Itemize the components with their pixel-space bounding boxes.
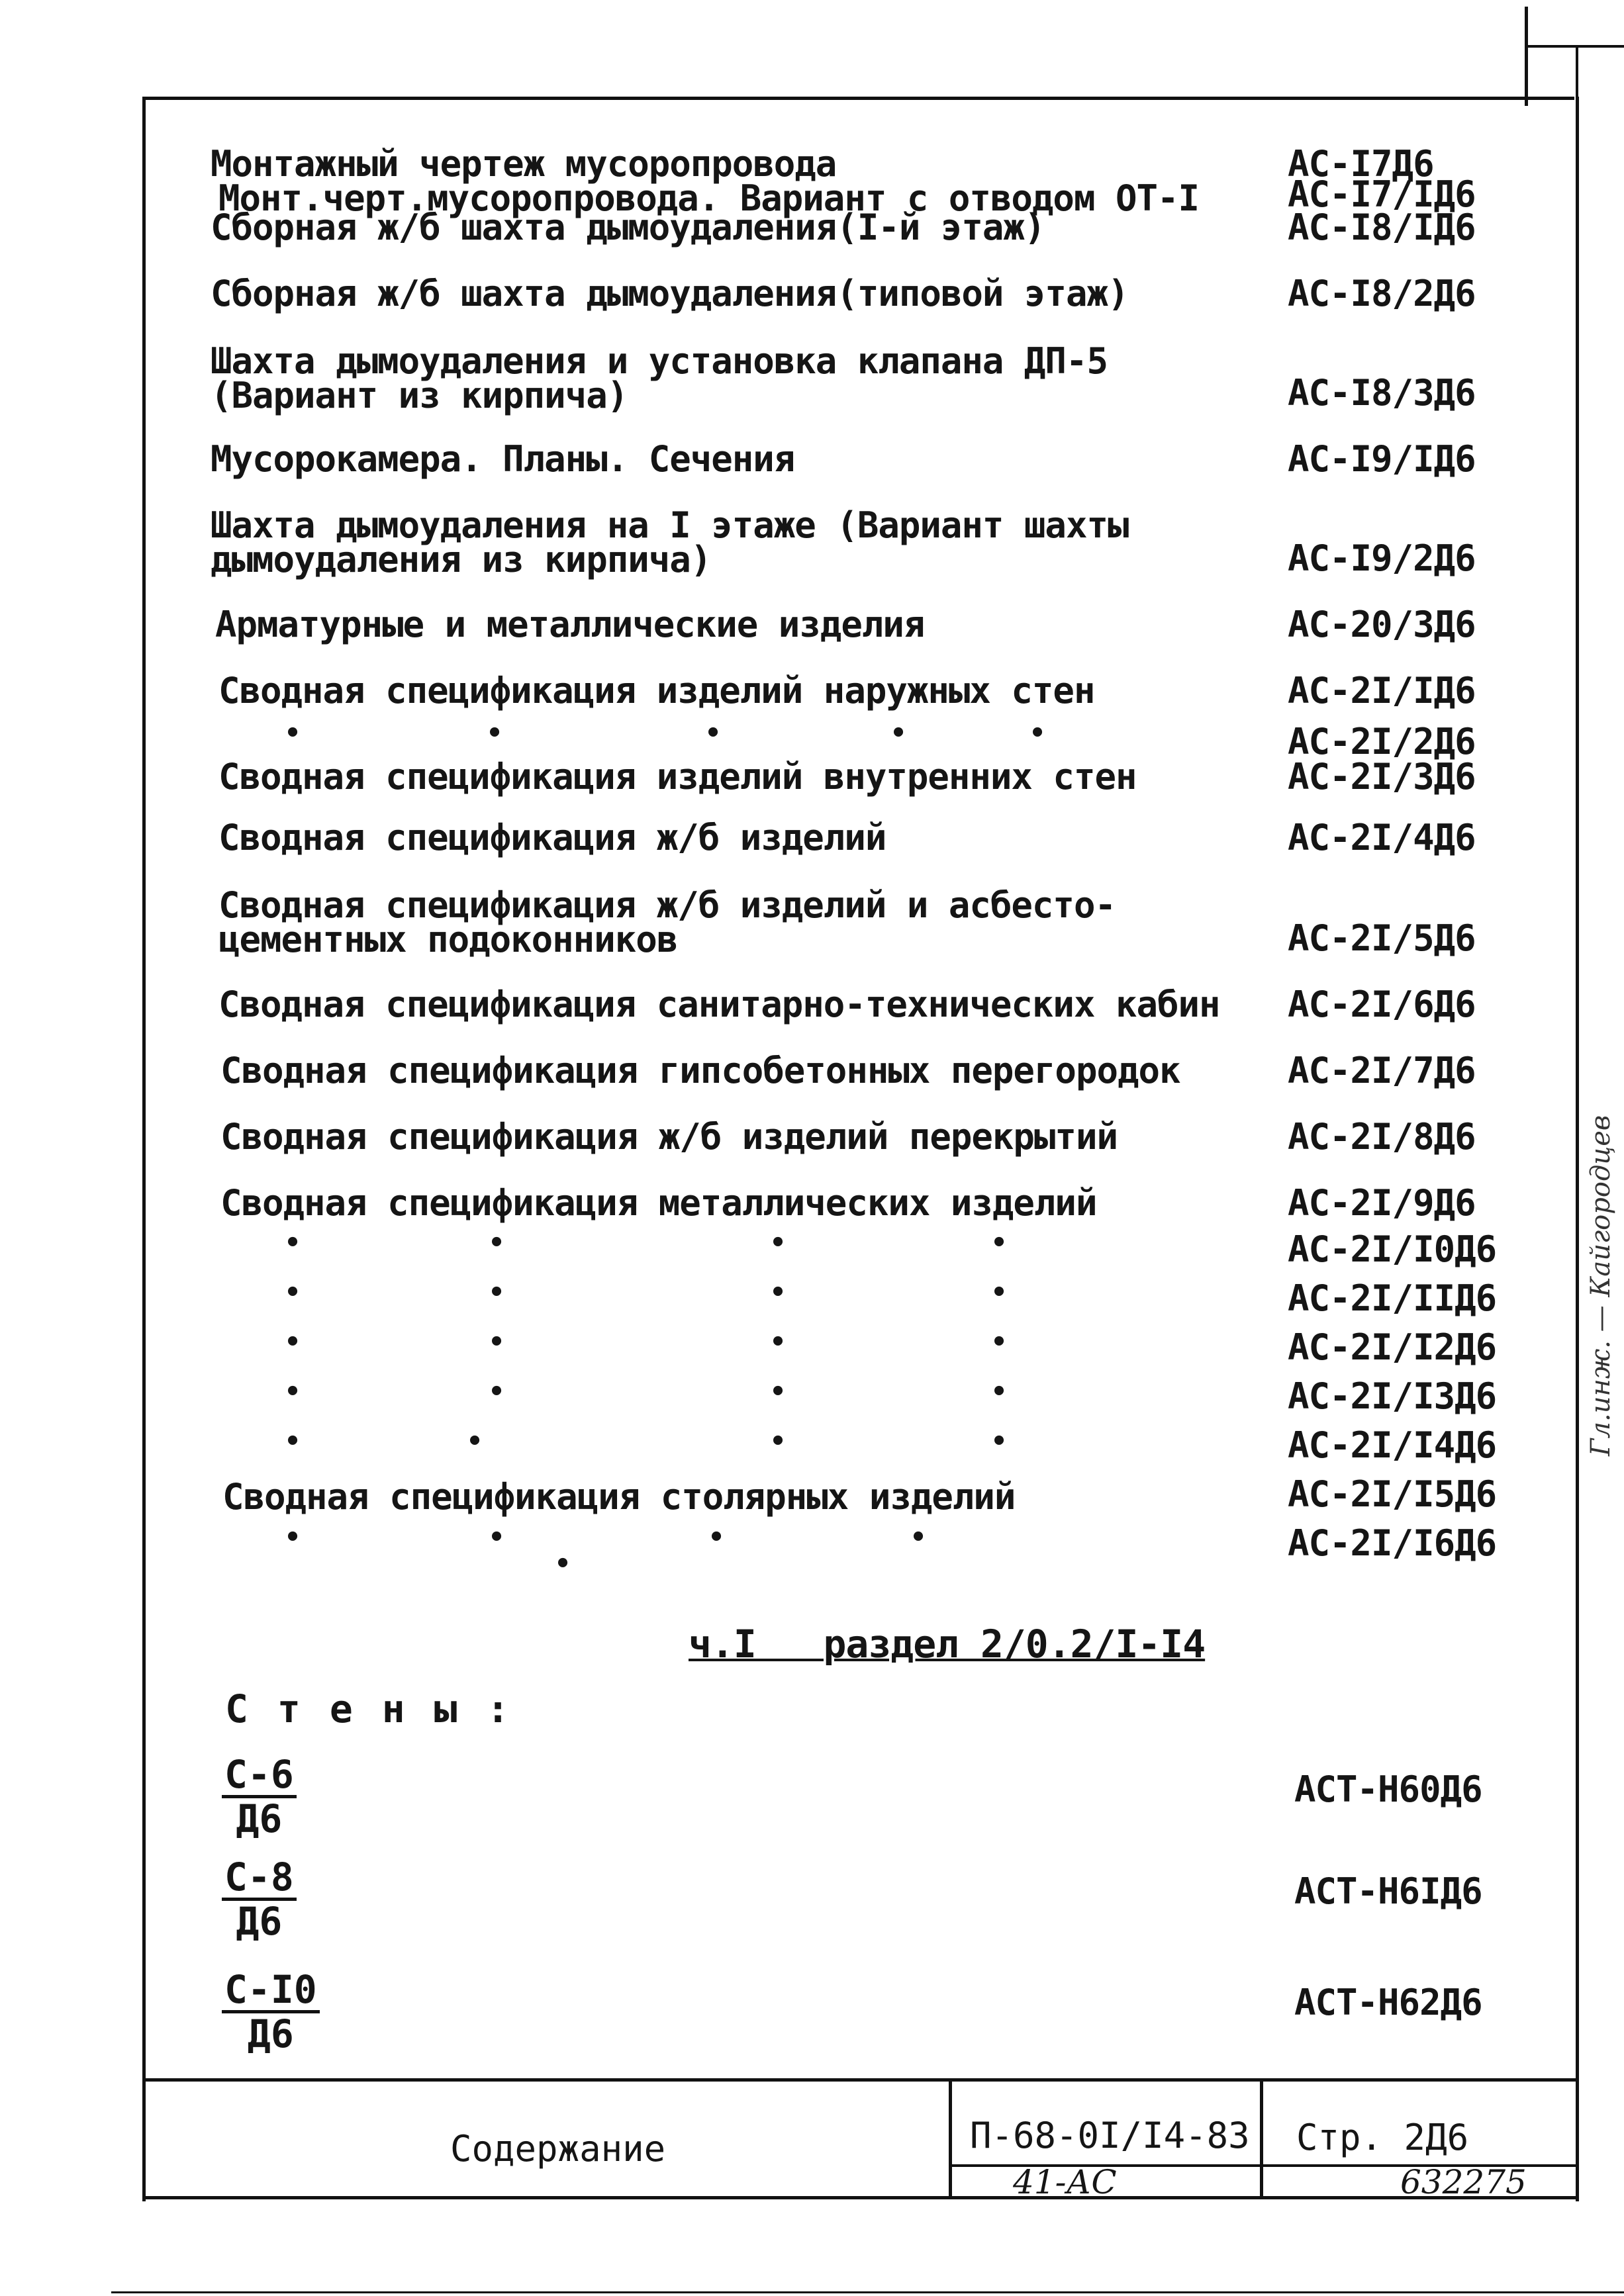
ditto-mark: • [285,1522,301,1553]
frame-left [142,97,146,2201]
entry-code: АС-2I/I0Д6 [1288,1228,1497,1270]
ditto-mark: • [489,1327,505,1357]
ditto-mark: • [489,1377,505,1407]
entry-desc: Сводная спецификация изделий наружных стен [218,670,1095,712]
ditto-mark: • [285,718,301,749]
entry-code: АС-2I/IIД6 [1288,1277,1497,1319]
entry-code: АС-I9/2Д6 [1288,537,1476,579]
entry-code: АС-I7/IД6 [1288,173,1476,215]
ditto-mark: • [910,1522,927,1553]
document-code: П-68-0I/I4-83 [970,2115,1250,2156]
ditto-mark: • [770,1377,787,1407]
title-block-top [142,2078,1579,2082]
ditto-mark: • [705,718,722,749]
wall-mark-series: Д6 [236,1899,283,1944]
ditto-mark: • [770,1228,787,1258]
entry-code: АС-I8/2Д6 [1288,273,1476,314]
entry-code: АС-2I/I5Д6 [1288,1473,1497,1515]
ditto-mark: • [285,1377,301,1407]
entry-desc: Сводная спецификация изделий внутренних стен [218,756,1137,798]
entry-code: АС-2I/9Д6 [1288,1182,1476,1224]
inventory-number: 632275 [1400,2163,1527,2201]
entry-code: АС-2I/8Д6 [1288,1116,1476,1158]
entry-desc: Сводная спецификация санитарно-технических кабин [218,984,1220,1025]
entry-code: АС-2I/I6Д6 [1288,1522,1497,1564]
ditto-mark: • [708,1522,725,1553]
ditto-mark: • [1029,718,1046,749]
frame-corner-h [1525,45,1624,48]
ditto-mark: • [489,1277,505,1308]
ditto-mark: • [991,1228,1008,1258]
entry-code: АС-2I/5Д6 [1288,917,1476,959]
wall-code: АСТ-Н6IД6 [1294,1870,1482,1912]
ditto-mark: • [285,1426,301,1457]
entry-desc: Монтажный чертеж мусоропровода [211,143,837,185]
entry-code: АС-I8/IД6 [1288,207,1476,248]
entry-desc: Шахта дымоудаления и установка клапана ДП-5 (Вариант из кирпича) [211,340,1108,416]
entry-desc: Сводная спецификация ж/б изделий перекрытий [220,1116,1118,1158]
entry-code: АС-2I/I2Д6 [1288,1326,1497,1368]
ditto-mark: • [770,1277,787,1308]
walls-label: Стены: [225,1686,539,1731]
entry-code: АС-I8/3Д6 [1288,372,1476,414]
ditto-mark: • [489,1522,505,1553]
wall-mark-number: С-8 [222,1857,297,1901]
frame-top [142,97,1574,100]
entry-desc: Сборная ж/б шахта дымоудаления(типовой этаж) [211,273,1129,314]
entry-code: АС-2I/IД6 [1288,670,1476,712]
entry-desc: Сборная ж/б шахта дымоудаления(I-й этаж) [211,207,1045,248]
wall-mark [222,1857,297,1942]
sheet-number: Стр. 2Д6 [1296,2117,1469,2158]
entry-code: АС-20/3Д6 [1288,604,1476,645]
wall-mark [222,1969,320,2054]
entry-code: АС-2I/I4Д6 [1288,1424,1497,1466]
wall-code: АСТ-Н60Д6 [1294,1768,1482,1810]
wall-mark-series: Д6 [247,2011,294,2056]
ditto-mark: • [285,1228,301,1258]
ditto-mark: • [770,1327,787,1357]
wall-mark-number: С-I0 [222,1969,320,2013]
ditto-mark: • [890,718,907,749]
ditto-mark: • [991,1426,1008,1457]
entry-desc: Сводная спецификация ж/б изделий и асбесто- цементных подоконников [218,884,1116,960]
section-title: ч.I раздел 2/0.2/I-I4 [689,1622,1206,1667]
wall-mark [222,1754,297,1839]
title-block-bottom [142,2196,1579,2199]
entry-desc: Сводная спецификация ж/б изделий [218,817,886,858]
entry-code: АС-2I/6Д6 [1288,984,1476,1025]
ditto-mark: • [991,1377,1008,1407]
ditto-mark: • [489,1228,505,1258]
ditto-mark: • [991,1327,1008,1357]
frame-right [1576,97,1579,2201]
entry-desc: Мусорокамера. Планы. Сечения [211,438,795,480]
page-bottom-line [111,2291,1624,2293]
ditto-mark: • [770,1426,787,1457]
entry-desc: Арматурные и металлические изделия [215,604,925,645]
entry-desc: Монт.черт.мусоропровода. Вариант с отводом ОТ-I [218,177,1200,219]
entry-code: АС-I9/IД6 [1288,438,1476,480]
entry-desc: Сводная спецификация гипсобетонных перегородок [220,1050,1180,1091]
ditto-mark: • [467,1426,483,1457]
frame-corner-v [1525,7,1528,106]
ditto-mark: • [555,1549,571,1579]
frame-corner-right [1576,45,1578,283]
side-signature-note: Гл.инж. — Кайгородцев [1586,1115,1616,1456]
ditto-mark: • [285,1327,301,1357]
entry-code: АС-2I/2Д6 [1288,721,1476,762]
ditto-mark: • [487,718,503,749]
title-block-divider-1 [949,2078,952,2199]
wall-mark-series: Д6 [236,1796,283,1841]
entry-code: АС-2I/3Д6 [1288,756,1476,798]
title-block-divider-2 [1260,2078,1263,2199]
wall-mark-number: С-6 [222,1754,297,1798]
entry-desc: Сводная спецификация металлических изделий [220,1182,1097,1224]
document-name: Содержание [450,2128,666,2170]
entry-desc: Сводная спецификация столярных изделий [222,1476,1016,1518]
wall-code: АСТ-Н62Д6 [1294,1982,1482,2023]
sub-code: 41-АС [1013,2163,1117,2201]
entry-code: АС-2I/I3Д6 [1288,1375,1497,1417]
ditto-mark: • [285,1277,301,1308]
ditto-mark: • [991,1277,1008,1308]
entry-desc: Шахта дымоудаления на I этаже (Вариант шахты дымоудаления из кирпича) [211,504,1129,580]
entry-code: АС-2I/7Д6 [1288,1050,1476,1091]
entry-code: АС-2I/4Д6 [1288,817,1476,858]
entry-code: АС-I7Д6 [1288,143,1434,185]
